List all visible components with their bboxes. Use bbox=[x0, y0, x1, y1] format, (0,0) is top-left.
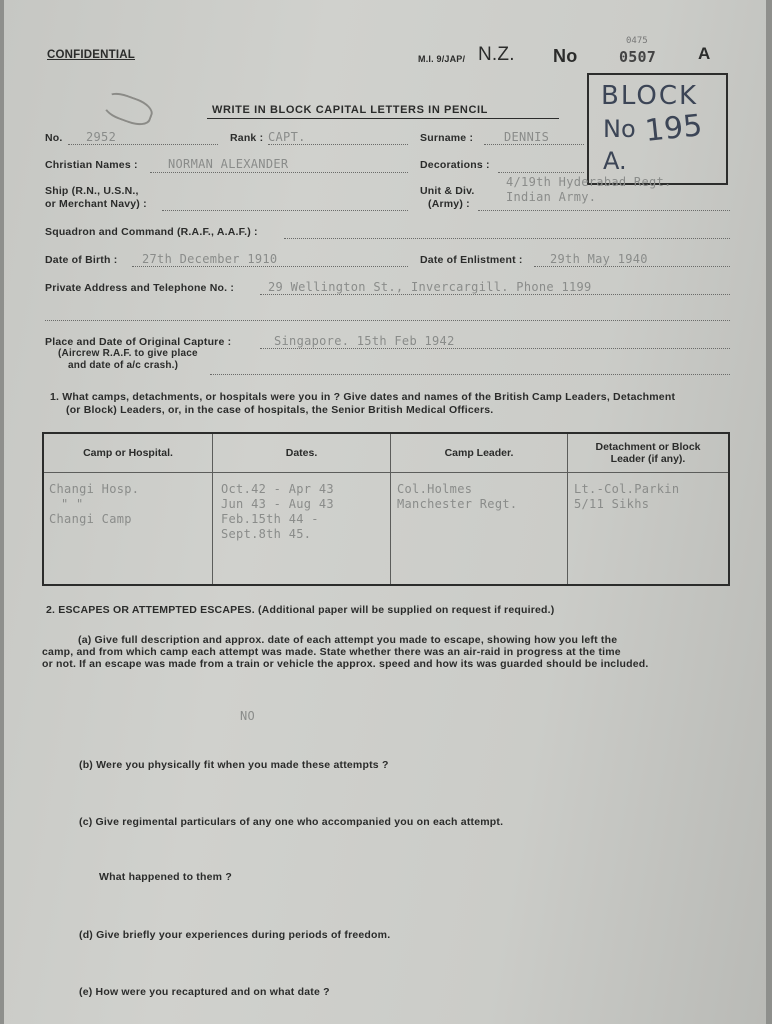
surname-label: Surname : bbox=[420, 132, 474, 144]
leader-cell bbox=[391, 473, 568, 586]
leader-column-header: Camp Leader. bbox=[391, 433, 568, 473]
q2e-text: (e) How were you recaptured and on what date ? bbox=[79, 986, 330, 998]
date-entry: Jun 43 - Aug 43 bbox=[221, 497, 334, 511]
date-entry: Sept.8th 45. bbox=[221, 527, 312, 541]
camp-entry: Changi Camp bbox=[49, 512, 132, 526]
q2c-text: (c) Give regimental particulars of any one who accompanied you on each attempt. bbox=[79, 816, 504, 828]
dob-label: Date of Birth : bbox=[45, 254, 118, 266]
q2b-text: (b) Were you physically fit when you made these attempts ? bbox=[79, 759, 389, 771]
ship-line bbox=[162, 210, 408, 211]
capture-value: Singapore. 15th Feb 1942 bbox=[274, 334, 455, 348]
squadron-label: Squadron and Command (R.A.F., A.A.F.) : bbox=[45, 226, 258, 238]
unit-line bbox=[478, 210, 730, 211]
q1-text-line-1: 1. What camps, detachments, or hospitals were you in ? Give dates and names of the British Camp Leaders, Detachment bbox=[50, 391, 676, 403]
dob-line bbox=[132, 266, 408, 267]
form-page bbox=[4, 0, 766, 1024]
unit-label-1: Unit & Div. bbox=[420, 185, 475, 197]
capture-label-2: (Aircrew R.A.F. to give place bbox=[58, 348, 198, 359]
q2a-text-line-1: (a) Give full description and approx. date of each attempt you made to escape, showing how you left the bbox=[78, 634, 618, 646]
detachment-entry: 5/11 Sikhs bbox=[574, 497, 650, 511]
camp-entry: " " bbox=[61, 497, 84, 511]
enlistment-value: 29th May 1940 bbox=[550, 252, 648, 266]
ship-label-2: or Merchant Navy) : bbox=[45, 198, 147, 210]
decorations-label: Decorations : bbox=[420, 159, 490, 171]
string-tag bbox=[100, 88, 156, 130]
block-letter: A. bbox=[603, 147, 627, 175]
capture-line bbox=[260, 348, 730, 349]
ship-label-1: Ship (R.N., U.S.N., bbox=[45, 185, 139, 197]
date-entry: Feb.15th 44 - bbox=[221, 512, 319, 526]
block-label: BLOCK bbox=[601, 81, 699, 111]
unit-label-2: (Army) : bbox=[428, 198, 470, 210]
service-no-line bbox=[68, 144, 218, 145]
q2-heading: 2. ESCAPES OR ATTEMPTED ESCAPES. (Additional paper will be supplied on request if required.) bbox=[46, 604, 555, 616]
date-entry: Oct.42 - Apr 43 bbox=[221, 482, 334, 496]
form-instruction: WRITE IN BLOCK CAPITAL LETTERS IN PENCIL bbox=[212, 104, 488, 116]
q2c-sub-text: What happened to them ? bbox=[99, 871, 232, 883]
christian-names-label: Christian Names : bbox=[45, 159, 138, 171]
christian-names-line bbox=[150, 172, 408, 173]
camp-table-row bbox=[43, 473, 729, 586]
detachment-entry: Lt.-Col.Parkin bbox=[574, 482, 680, 496]
address-value: 29 Wellington St., Invercargill. Phone 1199 bbox=[268, 280, 592, 294]
camp-table bbox=[42, 432, 730, 586]
detachment-cell bbox=[568, 473, 730, 586]
leader-entry: Manchester Regt. bbox=[397, 497, 518, 511]
camp-column-header: Camp or Hospital. bbox=[43, 433, 213, 473]
surname-value: DENNIS bbox=[504, 130, 550, 144]
form-number-stamp: 0475 bbox=[626, 36, 648, 46]
unit-value-1: 4/19th Hyderabad Regt. bbox=[506, 175, 672, 189]
capture-label-3: and date of a/c crash.) bbox=[68, 360, 179, 371]
rank-label: Rank : bbox=[230, 132, 264, 144]
camp-cell bbox=[43, 473, 213, 586]
block-stamp-box bbox=[587, 73, 728, 185]
dates-cell bbox=[213, 473, 391, 586]
rank-line bbox=[268, 144, 408, 145]
capture-line-2 bbox=[210, 374, 730, 375]
title-underline bbox=[207, 118, 559, 119]
q1-text-line-2: (or Block) Leaders, or, in the case of hospitals, the Senior British Medical Officers. bbox=[66, 404, 494, 416]
mi-reference: M.I. 9/JAP/ bbox=[418, 54, 466, 64]
form-number: 0507 bbox=[619, 48, 656, 66]
christian-names-value: NORMAN ALEXANDER bbox=[168, 157, 289, 171]
surname-line bbox=[484, 144, 584, 145]
camp-table-header-row bbox=[43, 433, 729, 473]
q2a-answer: NO bbox=[240, 709, 256, 723]
confidential-label: CONFIDENTIAL bbox=[47, 49, 136, 61]
enlistment-label: Date of Enlistment : bbox=[420, 254, 523, 266]
q2a-text-line-2: camp, and from which camp each attempt was made. State whether there was an air-raid in progress at the time bbox=[42, 646, 621, 658]
q2a-text-line-3: or not. If an escape was made from a train or vehicle the approx. speed and how its was guarded should be included. bbox=[42, 658, 649, 670]
dates-column-header: Dates. bbox=[213, 433, 391, 473]
unit-value-2: Indian Army. bbox=[506, 190, 597, 204]
leader-entry: Col.Holmes bbox=[397, 482, 473, 496]
service-no-label: No. bbox=[45, 132, 63, 144]
block-number: 195 bbox=[643, 108, 704, 149]
block-no-label: No bbox=[603, 115, 636, 143]
service-no-value: 2952 bbox=[86, 130, 117, 144]
form-series: A bbox=[698, 44, 711, 63]
dob-value: 27th December 1910 bbox=[142, 252, 278, 266]
capture-label-1: Place and Date of Original Capture : bbox=[45, 336, 232, 348]
country-code: N.Z. bbox=[478, 44, 515, 65]
rank-value: CAPT. bbox=[268, 130, 306, 144]
squadron-line bbox=[284, 238, 730, 239]
form-number-label: No bbox=[553, 46, 578, 66]
decorations-line bbox=[498, 172, 584, 173]
address-label: Private Address and Telephone No. : bbox=[45, 282, 235, 294]
enlistment-line bbox=[534, 266, 730, 267]
q2d-text: (d) Give briefly your experiences during periods of freedom. bbox=[79, 929, 391, 941]
address-line-2 bbox=[45, 320, 730, 321]
detachment-column-header: Detachment or Block Leader (if any). bbox=[568, 433, 730, 473]
camp-entry: Changi Hosp. bbox=[49, 482, 140, 496]
address-line bbox=[260, 294, 730, 295]
